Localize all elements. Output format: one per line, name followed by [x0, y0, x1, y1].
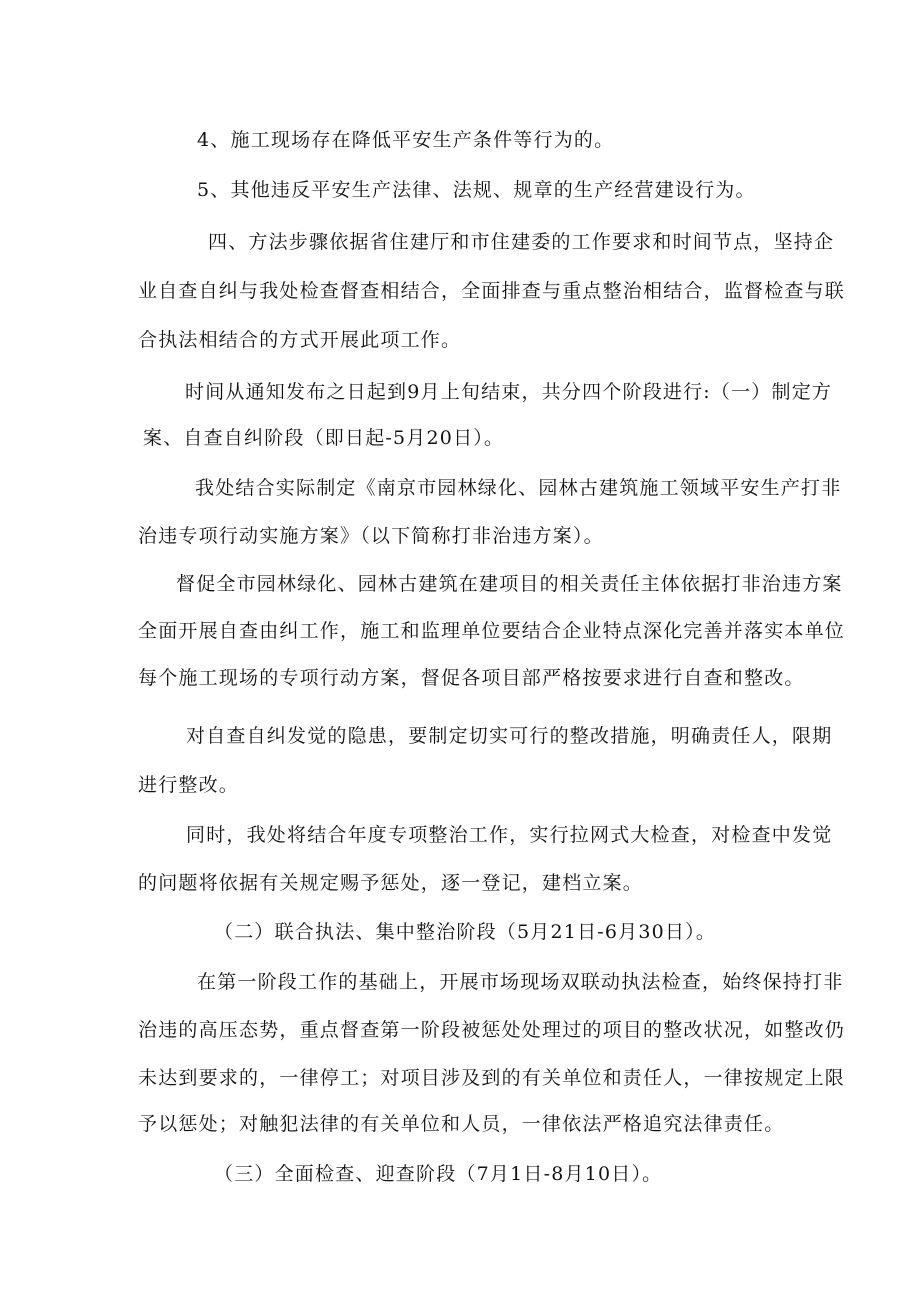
paragraph-11-line-1: （三）全面检查、迎查阶段（7月1日-8月10日）。 — [214, 1163, 663, 1185]
paragraph-4-line-1: 时间从通知发布之日起到9月上旬结束，共分四个阶段进行:（一）制定方 — [185, 381, 833, 403]
paragraph-10-line-2: 治违的高压态势，重点督查第一阶段被惩处处理过的项目的整改状况，如整改仍 — [138, 1019, 846, 1041]
paragraph-10-line-4: 予以惩处；对触犯法律的有关单位和人员，一律依法严格追究法律责任。 — [138, 1113, 785, 1135]
paragraph-3-line-2: 业自查自纠与我处检查督查相结合，全面排查与重点整治相结合，监督检查与联 — [138, 280, 846, 302]
paragraph-10-line-3: 未达到要求的，一律停工；对项目涉及到的有关单位和责任人，一律按规定上限 — [138, 1067, 846, 1089]
paragraph-8-line-2: 的问题将依据有关规定赐予惩处，逐一登记，建档立案。 — [138, 872, 644, 894]
paragraph-5-line-2: 治违专项行动实施方案》（以下简称打非治违方案）。 — [138, 525, 604, 547]
paragraph-4-line-2: 案、自查自纠阶段（即日起-5月20日）。 — [143, 427, 505, 449]
paragraph-9-line-1: （二）联合执法、集中整治阶段（5月21日-6月30日）。 — [214, 921, 717, 943]
paragraph-6-line-2: 全面开展自查由纠工作，施工和监理单位要结合企业特点深化完善并落实本单位 — [138, 620, 846, 642]
paragraph-3-line-3: 合执法相结合的方式开展此项工作。 — [138, 329, 462, 351]
paragraph-7-line-1: 对自查自纠发觉的隐患，要制定切实可行的整改措施，明确责任人，限期 — [186, 725, 833, 747]
paragraph-2-line-1: 5、其他违反平安生产法律、法规、规章的生产经营建设行为。 — [197, 179, 756, 201]
paragraph-3-line-1: 四、方法步骤依据省住建厅和市住建委的工作要求和时间节点，坚持企 — [208, 231, 835, 253]
paragraph-6-line-1: 督促全市园林绿化、园林古建筑在建项目的相关责任主体依据打非治违方案 — [176, 573, 843, 595]
paragraph-1-line-1: 4、施工现场存在降低平安生产条件等行为的。 — [197, 129, 615, 151]
paragraph-5-line-1: 我处结合实际制定《南京市园林绿化、园林古建筑施工领域平安生产打非 — [195, 477, 842, 499]
paragraph-10-line-1: 在第一阶段工作的基础上，开展市场现场双联动执法检查，始终保持打非 — [197, 971, 844, 993]
paragraph-6-line-3: 每个施工现场的专项行动方案，督促各项目部严格按要求进行自查和整改。 — [138, 667, 805, 689]
paragraph-8-line-1: 同时，我处将结合年度专项整治工作，实行拉网式大检查，对检查中发觉 — [186, 824, 833, 846]
paragraph-7-line-2: 进行整改。 — [138, 774, 240, 796]
